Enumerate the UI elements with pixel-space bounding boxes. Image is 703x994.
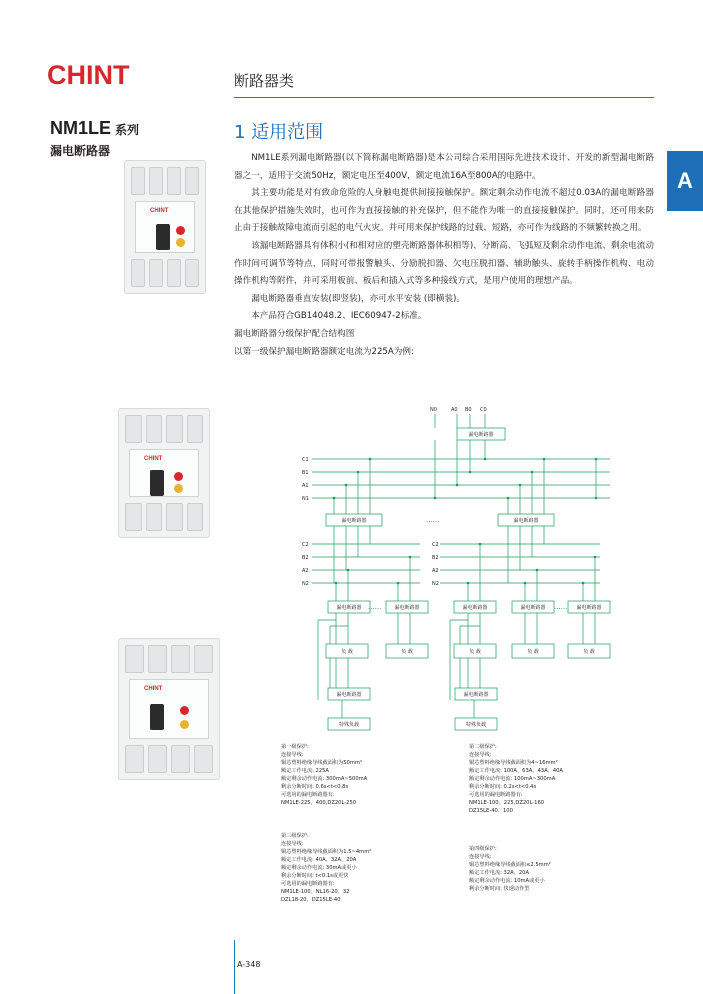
note-line: 铜芯塑料绝缘导线截面积≤2.5mm²: [469, 862, 551, 868]
breaker-label: 漏电断路器: [462, 605, 488, 611]
notes-level3: [281, 832, 371, 904]
notes-level1: [281, 743, 367, 807]
load-label: 负 载: [527, 649, 539, 655]
breaker-label: 漏电断路器: [341, 518, 367, 524]
note-line: 额定工作电流: 40A、32A、20A: [281, 857, 357, 863]
series-model: NM1LE: [50, 118, 112, 138]
bus-label: N1: [302, 496, 309, 502]
note-line: 连接导线:: [281, 752, 304, 758]
product-brand: CHINT: [144, 686, 163, 692]
section-tab[interactable]: A: [667, 151, 703, 211]
note-line: 剩余分断时间: t<0.1s或更快: [281, 873, 349, 879]
note-line: 剩余分断时间: 0.2s<t<0.4s: [469, 784, 537, 790]
lead-line: 以第一级保护漏电断路器额定电流为225A为例:: [234, 346, 414, 357]
note-line: 铜芯塑料绝缘导线截面积为1.5~4mm²: [281, 849, 372, 855]
product-image-2: [118, 408, 210, 538]
note-line: NM1LE-225、400,DZ20L-250: [281, 800, 357, 806]
product-image-3: [118, 638, 220, 780]
load-label: 负 载: [341, 649, 353, 655]
bus-label: B2: [432, 555, 439, 561]
ellipsis: ......: [554, 603, 568, 611]
note-line: 额定工作电流: 225A: [281, 768, 329, 774]
special-load-label: 特殊负载: [465, 722, 487, 728]
note-line: 连接导线:: [469, 854, 492, 860]
bus-label: N2: [432, 581, 439, 587]
bus-label: B2: [302, 555, 309, 561]
breaker-label: 漏电断路器: [468, 432, 494, 438]
note-line: 第一级保护:: [281, 744, 309, 750]
page-number: A-348: [237, 960, 261, 969]
breaker-label: 漏电断路器: [394, 605, 420, 611]
paragraph: 漏电断路器垂直安装(即竖装)，亦可水平安装 (即横装)。: [251, 293, 465, 304]
bus-label: B1: [302, 470, 309, 476]
series-subtitle: 漏电断路器: [50, 144, 111, 158]
note-line: 额定工作电流: 32A、20A: [469, 870, 530, 876]
note-line: 额定剩余动作电流: 300mA~500mA: [281, 776, 368, 782]
phase-label: N0: [430, 407, 437, 413]
bus-label: A1: [302, 483, 309, 489]
note-line: DZ15LE-40、100: [469, 808, 513, 814]
phase-label: B0: [465, 407, 472, 413]
load-label: 负 载: [401, 649, 413, 655]
paragraph: 本产品符合GB14048.2、IEC60947-2标准。: [251, 311, 427, 322]
phase-label: A0: [451, 407, 458, 413]
bus-label: N2: [302, 581, 309, 587]
breaker-label: 漏电断路器: [336, 692, 362, 698]
note-line: 额定剩余动作电流: 30mA或更小: [281, 865, 357, 871]
ellipsis: ......: [426, 516, 440, 524]
breaker-label: 漏电断路器: [463, 692, 489, 698]
section-heading: 1 适用范围: [234, 122, 324, 143]
category-title: 断路器类: [234, 72, 295, 90]
note-line: 额定工作电流: 100A、63A、43A、40A: [469, 768, 563, 774]
note-line: 可选用的漏电断路器有:: [281, 792, 335, 798]
series-suffix: 系列: [115, 123, 140, 137]
paragraph: 其主要功能是对有致命危险的人身触电提供间接接触保护。额定剩余动作电流不超过0.03A的漏电断路器在其他保护措施失效时，也可作为直接接触的补充保护，但不能作为唯一的直接接触保护。同时，还可用来防止由于接触故障电流而引起的电气火灾。并可用来保护线路的过载、短路，亦可作为线路的不频繁转换之用。: [234, 188, 654, 234]
special-load-label: 特殊负载: [338, 722, 360, 728]
bus-label: A2: [432, 568, 439, 574]
bus-label: C2: [432, 542, 439, 548]
note-line: 铜芯塑料绝缘导线截面积为4~16mm²: [469, 760, 558, 766]
product-image-1: [124, 160, 206, 294]
bus-label: C1: [302, 457, 309, 463]
load-label: 负 载: [469, 649, 481, 655]
footer-divider: [234, 940, 235, 994]
protection-diagram: [300, 400, 660, 740]
note-line: 可选用的漏电断路器有:: [469, 792, 523, 798]
product-brand: CHINT: [144, 456, 163, 462]
header-divider: [234, 97, 654, 98]
note-line: 可选用的漏电断路器有:: [281, 881, 335, 887]
note-line: NM1LE-100、NL16-20、32: [281, 889, 350, 895]
ellipsis: ......: [368, 603, 382, 611]
notes-level2: [469, 743, 563, 815]
note-line: 剩余分断时间: 0.6s<t<0.8s: [281, 784, 349, 790]
note-line: 剩余分断时间: 快速动作型: [469, 886, 530, 892]
product-brand: CHINT: [150, 208, 169, 214]
lead-line: 漏电断路器分级保护配合结构图: [234, 328, 355, 339]
note-line: 连接导线:: [281, 841, 304, 847]
note-line: 铜芯塑料绝缘导线截面积为50mm²: [281, 760, 363, 766]
note-line: 第二级保护:: [469, 744, 497, 750]
breaker-label: 漏电断路器: [336, 605, 362, 611]
note-line: DZL18-20、DZ15LE-40: [281, 897, 341, 903]
note-line: NM1LE-100、225,DZ20L-160: [469, 800, 545, 806]
note-line: 连接导线:: [469, 752, 492, 758]
note-line: 第三级保护:: [281, 833, 309, 839]
paragraph: NM1LE系列漏电断路器(以下简称漏电断路器)是本公司综合采用国际先进技术设计、开发的新型漏电断路器之一，适用于交流50Hz，额定电压至400V，额定电流16A至800A的电路中。: [234, 153, 654, 181]
note-line: 第四级保护:: [469, 846, 497, 852]
phase-label: C0: [480, 407, 487, 413]
breaker-label: 漏电断路器: [513, 518, 539, 524]
bus-label: C2: [302, 542, 309, 548]
load-label: 负 载: [583, 649, 595, 655]
paragraph: 该漏电断路器具有体积小(和相对应的塑壳断路器体积相等)、分断高、飞弧短及剩余动作电流、剩余电流动作时间可调节等特点，同时可带报警触头、分励脱扣器、欠电压脱扣器、辅助触头、旋转手柄操作机构、电动操作机构等附件，并可采用板前、板后和插入式等多种接线方式，是用户使用的理想产品。: [234, 240, 654, 287]
series-title: [50, 118, 139, 139]
breaker-label: 漏电断路器: [576, 605, 602, 611]
notes-level4: [469, 845, 551, 893]
breaker-label: 漏电断路器: [520, 605, 546, 611]
chint-logo: CHINT: [47, 60, 130, 90]
note-line: 额定剩余动作电流: 100mA~300mA: [469, 776, 556, 782]
body-text: [234, 150, 654, 361]
bus-label: A2: [302, 568, 309, 574]
note-line: 额定剩余动作电流: 10mA或更小: [469, 878, 545, 884]
